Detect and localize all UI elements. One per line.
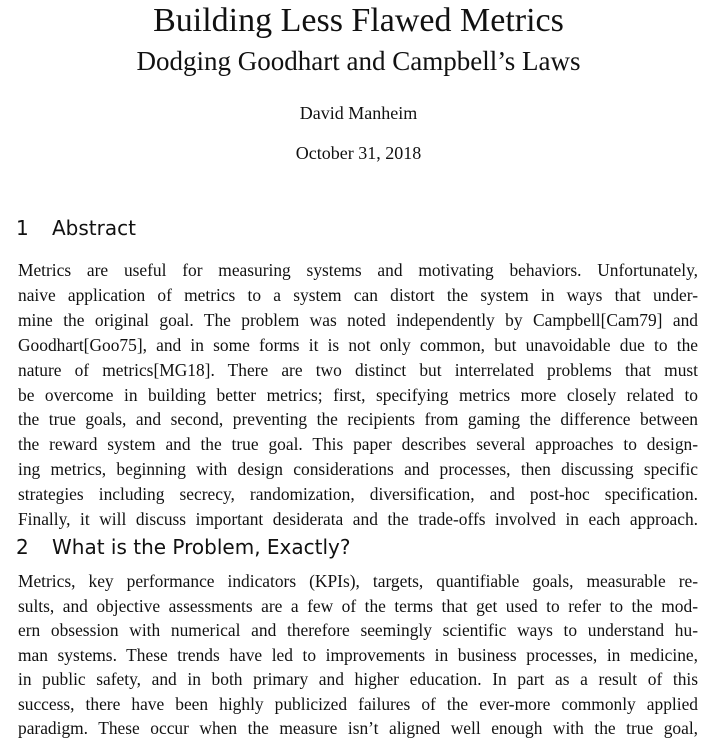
problem-paragraph bbox=[18, 569, 698, 741]
text-line: paradigm. These occur when the measure isn’t aligned well enough with the true goal, bbox=[18, 718, 698, 738]
text-line: be overcome in building better metrics; first, specifying metrics more closely related to bbox=[18, 384, 698, 405]
text-line: ing metrics, beginning with design considerations and processes, then discussing specific bbox=[18, 459, 698, 480]
section-title: What is the Problem, Exactly? bbox=[52, 535, 351, 559]
text-line: sults, and objective assessments are a few of the terms that get used to refer to the mod- bbox=[18, 595, 698, 616]
section-heading-abstract bbox=[16, 216, 136, 240]
text-line: ern obsession with numerical and therefore seemingly scientific ways to understand hu- bbox=[18, 620, 698, 640]
section-heading-problem bbox=[16, 535, 350, 559]
text-line: success, there have been highly publicized failures of the ever-more commonly applied bbox=[18, 693, 698, 714]
text-line: naive application of metrics to a system can distort the system in ways that under- bbox=[18, 284, 698, 305]
paper-title: Building Less Flawed Metrics bbox=[153, 2, 564, 39]
text-line: Finally, it will discuss important desiderata and the trade-offs involved in each approach. bbox=[18, 509, 698, 530]
paper-subtitle: Dodging Goodhart and Campbell’s Laws bbox=[136, 46, 581, 76]
abstract-paragraph bbox=[18, 258, 698, 532]
text-line: Metrics are useful for measuring systems and motivating behaviors. Unfortunately, bbox=[18, 260, 698, 280]
author: David Manheim bbox=[299, 103, 418, 123]
text-line: the true goals, and second, preventing the recipients from gaming the difference between bbox=[18, 409, 698, 430]
text-line: man systems. These trends have led to improvements in business processes, in medicine, bbox=[18, 644, 698, 665]
text-line: mine the original goal. The problem was noted independently by Campbell[Cam79] and bbox=[18, 309, 698, 330]
text-line: Metrics, key performance indicators (KPIs), targets, quantifiable goals, measurable re- bbox=[18, 571, 698, 591]
text-line: the reward system and the true goal. This paper describes several approaches to design- bbox=[18, 434, 698, 455]
section-number: 1 bbox=[16, 216, 29, 240]
date: October 31, 2018 bbox=[295, 143, 422, 163]
text-line: in public safety, and in both primary and higher education. In part as a result of this bbox=[18, 669, 698, 689]
text-line: strategies including secrecy, randomization, diversification, and post-hoc specification. bbox=[18, 484, 698, 505]
text-line: nature of metrics[MG18]. There are two distinct but interrelated problems that must bbox=[18, 359, 698, 380]
section-number: 2 bbox=[16, 535, 29, 559]
text-line: Goodhart[Goo75], and in some forms it is not only common, but unavoidable due to the bbox=[18, 334, 698, 355]
section-title: Abstract bbox=[52, 216, 136, 240]
